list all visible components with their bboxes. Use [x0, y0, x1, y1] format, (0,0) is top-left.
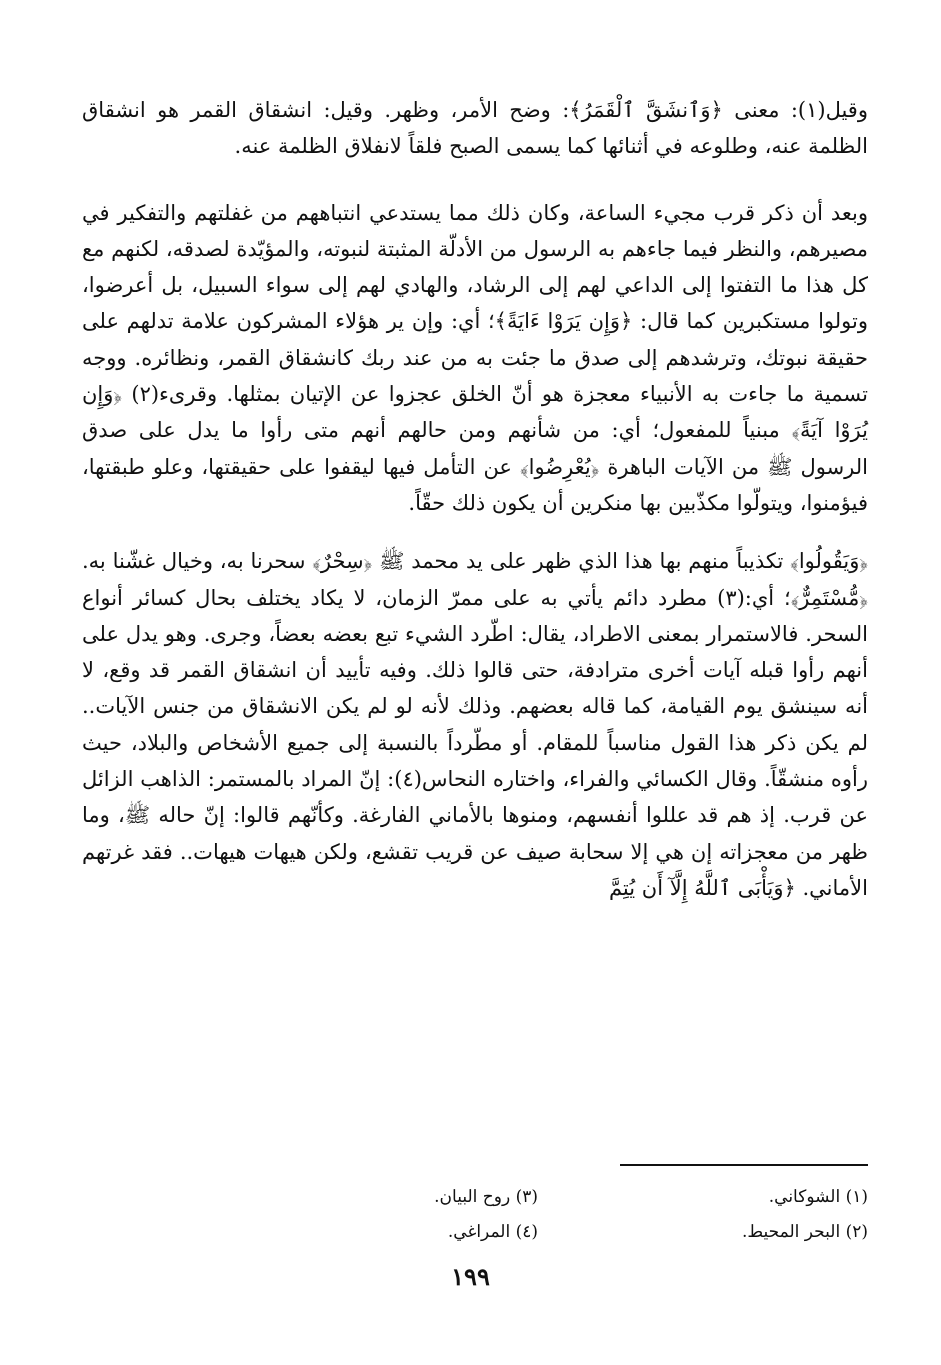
footnote-4: (٤) المراغي.: [447, 1222, 538, 1242]
paragraph-3: ﴿وَيَقُولُوا﴾ تكذيباً منهم بها هذا الذي ظهر على يد محمد ﷺ ﴿سِحْرٌ﴾ سحرنا به، وخيال غشّنا به. ﴿مُّسْتَمِرٌّ﴾؛ أي:(٣) مطرد دائم يأتي به على ممرّ الزمان، لا يكاد يختلف بحال كسائر أنواع السحر. فالاستمرار بمعنى الاطراد، يقال: اطّرد الشيء تبع بعضه بعضاً، وجرى. وهو يدل على أنهم رأوا قبله آيات أخرى مترادفة، حتى قالوا ذلك. وفيه تأييد أن انشقاق القمر قد وقع، لا أنه سينشق يوم القيامة، كما قاله بعضهم. وذلك لأنه لو لم يكن الانشقاق من جنس الآيات.. لم يكن ذكر هذا القول مناسباً للمقام. أو مطّرداً بالنسبة إلى جميع الأشخاص والبلاد، حيث رأوه منشقّاً. وقال الكسائي والفراء، واختاره النحاس(٤): إنّ المراد بالمستمر: الذاهب الزائل عن قرب. إذ هم قد عللوا أنفسهم، ومنوها بالأماني الفارغة. وكأنّهم قالوا: إنّ حاله ﷺ، وما ظهر من معجزاته إن هي إلا سحابة صيف عن قريب تقشع، ولكن هيهات هيهات.. فقد غرتهم الأماني. ﴿وَيَأْبَى ٱللَّهُ إِلَّآ أَن يُتِمَّ: [82, 549, 868, 900]
body-text: [82, 92, 868, 906]
footnote-2: (٢) البحر المحيط.: [742, 1222, 868, 1242]
footnote-3: (٣) روح البيان.: [434, 1187, 538, 1207]
footnote-separator: [620, 1164, 868, 1166]
footnotes-column-left: [248, 1180, 538, 1250]
paragraph-1: وقيل(١): معنى ﴿وَٱنشَقَّ ٱلْقَمَرُ﴾: وضح الأمر، وظهر. وقيل: انشقاق القمر هو انشقاق الظلمة عنه، وطلوعه في أثنائها كما يسمى الصبح فلقاً لانفلاق الظلمة عنه.: [82, 98, 868, 159]
footnote-1: (١) الشوكاني.: [768, 1187, 868, 1207]
paragraph-2: وبعد أن ذكر قرب مجيء الساعة، وكان ذلك مما يستدعي انتباههم من غفلتهم والتفكير في مصيرهم، والنظر فيما جاءهم به الرسول من الأدلّة المثبتة لنبوته، والمؤيّدة لصدقه، لكنهم مع كل هذا ما التفتوا إلى الداعي لهم إلى الرشاد، والهادي لهم إلى سواء السبيل، بل أعرضوا، وتولوا مستكبرين كما قال: ﴿وَإِن يَرَوْا ءَايَةً﴾؛ أي: وإن ير هؤلاء المشركون علامة تدلهم على حقيقة نبوتك، وترشدهم إلى صدق ما جئت به من عند ربك كانشقاق القمر، ونظائره. ووجه تسمية ما جاءت به الأنبياء معجزة هو أنّ الخلق عجزوا عن الإتيان بمثلها. وقرىء(٢) ﴿وَإِن يُرَوْا آيَةً﴾ مبنياً للمفعول؛ أي: من شأنهم ومن حالهم أنهم متى رأوا ما يدل على صدق الرسول ﷺ من الآيات الباهرة ﴿يُعْرِضُوا﴾ عن التأمل فيها ليقفوا على حقيقتها، وعلو طبقتها، فيؤمنوا، ويتولّوا مكذّبين بها منكرين أن يكون ذلك حقّاً.: [82, 200, 868, 515]
page-number: ١٩٩: [451, 1262, 490, 1291]
footnotes-column-right: [578, 1180, 868, 1250]
